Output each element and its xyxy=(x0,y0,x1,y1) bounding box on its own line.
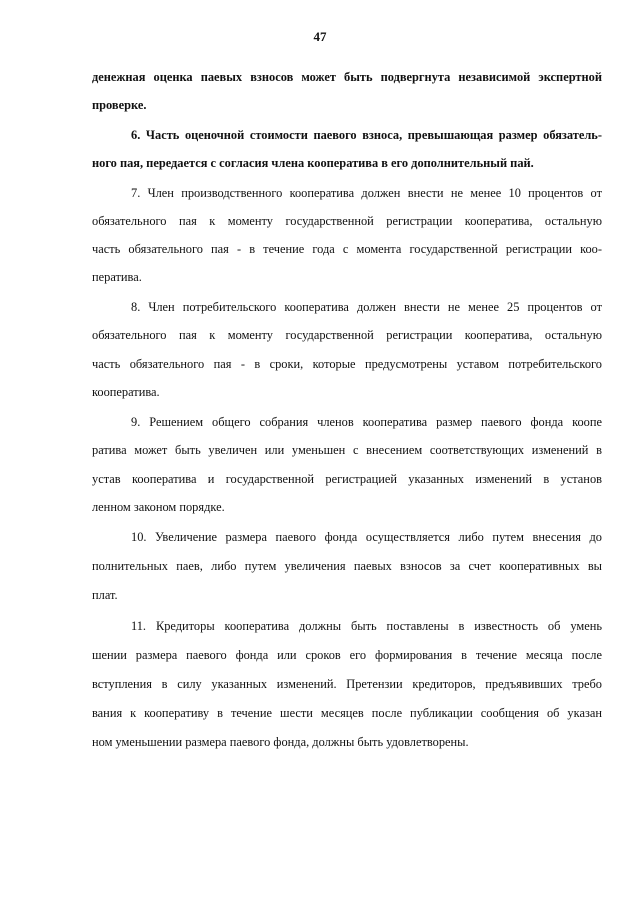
text-line: часть обязательного пая - в сроки, которые предусмотрены уставом потребительского xyxy=(92,357,602,371)
text-line: 9. Решением общего собрания членов кооператива размер паевого фонда коопе xyxy=(131,415,602,429)
text-line: ператива. xyxy=(92,270,142,284)
text-line: ного пая, передается с согласия члена кооператива в его дополнительный пай. xyxy=(92,156,534,170)
text-line: 8. Член потребительского кооператива должен внести не менее 25 процентов от xyxy=(131,300,602,314)
text-line: 7. Член производственного кооператива должен внести не менее 10 процентов от xyxy=(131,186,602,200)
text-line: обязательного пая к моменту государственной регистрации кооператива, остальную xyxy=(92,328,602,342)
text-line: ном уменьшении размера паевого фонда, должны быть удовлетворены. xyxy=(92,735,469,749)
text-line: полнительных паев, либо путем увеличения паевых взносов за счет кооперативных вы xyxy=(92,559,602,573)
text-line: шении размера паевого фонда или сроков его формирования в течение месяца после xyxy=(92,648,602,662)
text-line: денежная оценка паевых взносов может быть подвергнута независимой экспертной xyxy=(92,70,602,84)
text-line: плат. xyxy=(92,588,118,602)
text-line: обязательного пая к моменту государственной регистрации кооператива, остальную xyxy=(92,214,602,228)
text-line: 11. Кредиторы кооператива должны быть поставлены в известность об умень xyxy=(131,619,602,633)
text-line: часть обязательного пая - в течение года с момента государственной регистрации коо- xyxy=(92,242,602,256)
page-number: 47 xyxy=(313,29,327,44)
text-line: вступления в силу указанных изменений. Претензии кредиторов, предъявивших требо xyxy=(92,677,602,691)
text-line: 6. Часть оценочной стоимости паевого взноса, превышающая размер обязатель- xyxy=(131,128,602,142)
text-line: кооператива. xyxy=(92,385,160,399)
text-line: 10. Увеличение размера паевого фонда осуществляется либо путем внесения до xyxy=(131,530,602,544)
text-line: проверке. xyxy=(92,98,147,112)
text-line: вания к кооперативу в течение шести месяцев после публикации сообщения об указан xyxy=(92,706,602,720)
text-line: устав кооператива и государственной регистрацией указанных изменений в установ xyxy=(92,472,602,486)
text-line: ленном законом порядке. xyxy=(92,500,225,514)
text-line: ратива может быть увеличен или уменьшен с внесением соответствующих изменений в xyxy=(92,443,602,457)
